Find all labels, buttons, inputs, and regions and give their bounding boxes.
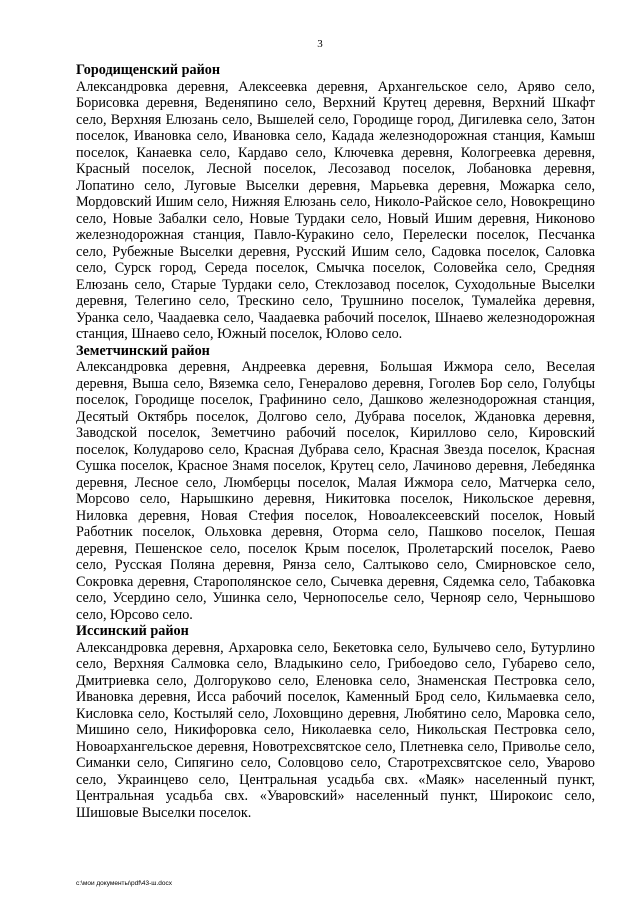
document-body: [76, 62, 595, 821]
section-title: Городищенский район: [76, 62, 221, 78]
section-text: Александровка деревня, Архаровка село, Бекетовка село, Булычево село, Бутурлино село, Верхняя Салмовка село, Владыкино село, Грибоедово село, Губарево село, Дмитриевка село, Долгоруково село, Еленовка село, Знаменская Пестровка село, Ивановка деревня, Исса рабочий поселок, Каменный Брод село, Кильмаевка село, Кисловка село, Костыляй село, Лоховщино деревня, Любятино село, Маровка село, Мишино село, Никифоровка село, Николаевка село, Никольская Пестровка село, Новоархангельское деревня, Новотрехсвятское село, Плетневка село, Приволье село, Симанки село, Сипягино село, Соловцово село, Старотрехсвятское село, Уварово село, Украинцево село, Центральная усадьба свх. «Маяк» населенный пункт, Центральная усадьба свх. «Уваровский» населенный пункт, Широкоис село, Шишовые Выселки поселок.: [76, 639, 595, 821]
page-number: 3: [317, 38, 323, 50]
section-title: Земетчинский район: [76, 342, 210, 359]
section-gorodishchensky: [76, 62, 595, 343]
section-text: Александровка деревня, Андреевка деревня, Большая Ижмора село, Веселая деревня, Выша село, Вяземка село, Генералово деревня, Гоголев Бор село, Голубцы поселок, Городище поселок, Графинино село, Дашково железнодорожная станция, Десятый Октябрь поселок, Долгово село, Дубрава поселок, Ждановка деревня, Заводской поселок, Земетчино рабочий поселок, Кириллово село, Кировский поселок, Колударово село, Красная Дубрава село, Красная Звезда поселок, Красная Сушка поселок, Красное Знамя поселок, Крутец село, Лачиново деревня, Лебедянка деревня, Лесное село, Люмберцы поселок, Малая Ижмора село, Матчерка село, Морсово село, Нарышкино деревня, Никитовка поселок, Никольское деревня, Ниловка деревня, Новая Стефия поселок, Новоалексеевский поселок, Новый Работник поселок, Ольховка деревня, Оторма село, Пашково поселок, Пешая деревня, Пешенское село, поселок Крым поселок, Пролетарский поселок, Раево село, Русская Поляна деревня, Рянза село, Салтыково село, Смирновское село, Сокровка деревня, Старополянское село, Сычевка деревня, Сядемка село, Табаковка село, Усердино село, Ушинка село, Чернопоселье село, Чернояр село, Чернышово село, Юрсово село.: [76, 359, 595, 623]
section-issinsky: [76, 623, 595, 821]
section-text: Александровка деревня, Алексеевка деревня, Архангельское село, Аряво село, Борисовка деревня, Веденяпино село, Верхний Крутец деревня, Верхний Шкафт село, Верхняя Елюзань село, Вышелей село, Городище город, Дигилевка село, Затон поселок, Ивановка село, Ивановка село, Кадада железнодорожная станция, Камыш поселок, Канаевка село, Кардаво село, Ключевка деревня, Кологреевка деревня, Красный поселок, Лесной поселок, Лесозавод поселок, Лобановка деревня, Лопатино село, Луговые Выселки деревня, Марьевка деревня, Можарка село, Мордовский Ишим село, Нижняя Елюзань село, Николо-Райское село, Новокрещино село, Новые Забалки село, Новые Турдаки село, Новый Ишим деревня, Никоново железнодорожная станция, Павло-Куракино село, Перелески поселок, Песчанка село, Рубежные Выселки деревня, Русский Ишим село, Садовка поселок, Саловка село, Сурск город, Середа поселок, Смычка поселок, Соловейка село, Средняя Елюзань село, Старые Турдаки село, Стеклозавод поселок, Суходольные Выселки деревня, Телегино село, Трескино село, Трушнино поселок, Тумалейка деревня, Уранка село, Чаадаевка село, Чаадаевка рабочий поселок, Шнаево железнодорожная станция, Шнаево село, Южный поселок, Юлово село.: [76, 78, 595, 342]
file-path-footer: c:\мои документы\pdf\43-ш.docx: [76, 880, 172, 887]
section-title: Иссинский район: [76, 623, 189, 639]
section-zemetchinsky: [76, 343, 595, 624]
